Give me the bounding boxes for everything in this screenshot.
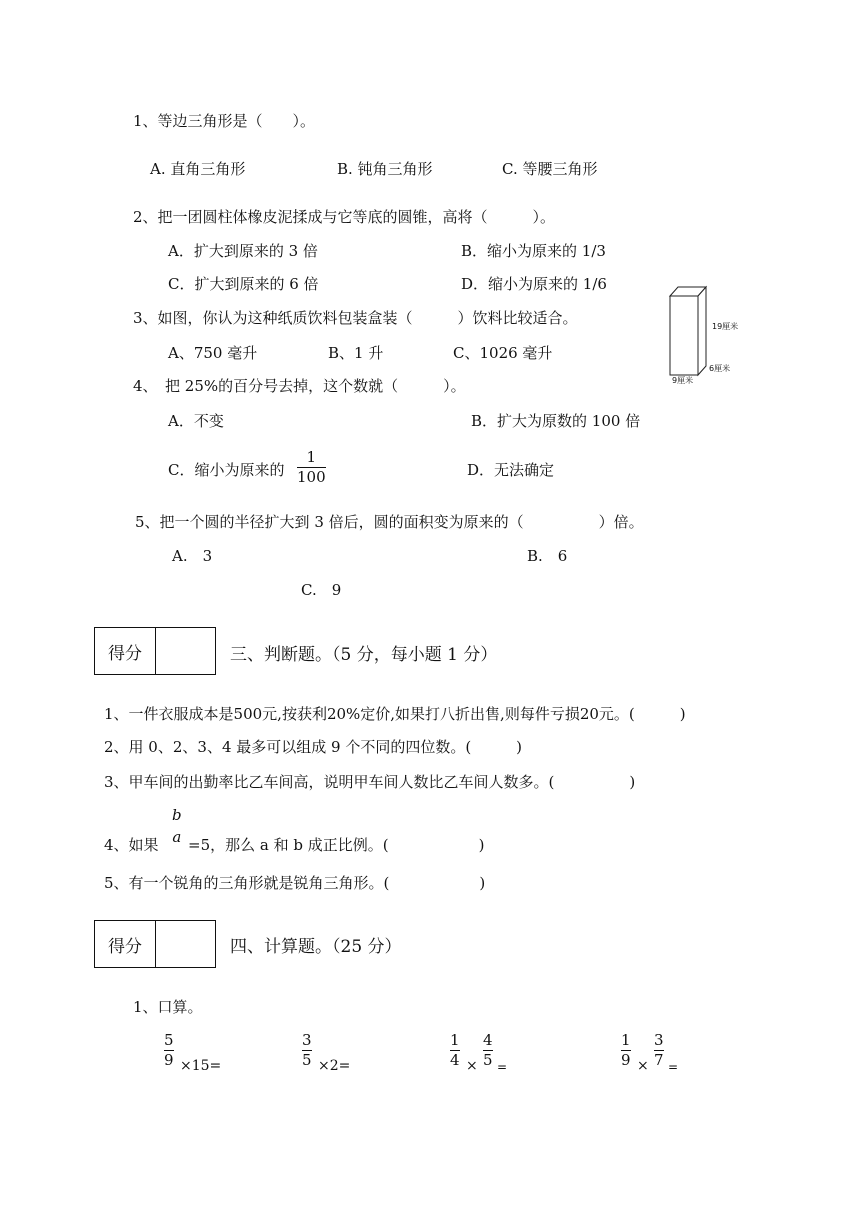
judge-item-4-suffix: =5，那么 a 和 b 成正比例。( ) <box>188 836 485 854</box>
q3-option-b: B、1 升 <box>328 344 384 362</box>
figure-height-label: 19厘米 <box>712 322 739 331</box>
calc3-fraction-2 <box>483 1033 493 1068</box>
q3-option-c: C、1026 毫升 <box>453 344 553 362</box>
q5-stem: 5、把一个圆的半径扩大到 3 倍后，圆的面积变为原来的（ ）倍。 <box>135 513 644 531</box>
section4-score-box <box>94 920 216 968</box>
calc-sub1-title: 1、口算。 <box>133 998 203 1016</box>
judge-item-3: 3、甲车间的出勤率比乙车间高，说明甲车间人数比乙车间人数多。( ) <box>104 773 636 791</box>
q1-option-b: B. 钝角三角形 <box>337 160 433 178</box>
calc4-tail: = <box>668 1060 679 1074</box>
q2-option-b: B．缩小为原来的 1/3 <box>461 242 606 260</box>
q2-option-d: D．缩小为原来的 1/6 <box>461 275 607 293</box>
fraction-denominator: 9 <box>621 1051 631 1069</box>
calc3-tail: = <box>497 1060 508 1074</box>
fraction-denominator: 5 <box>483 1051 493 1069</box>
fraction-numerator: 5 <box>164 1031 174 1049</box>
q1-option-c: C. 等腰三角形 <box>502 160 598 178</box>
calc2-tail: ×2= <box>318 1058 351 1074</box>
fraction-denominator: 9 <box>164 1051 174 1069</box>
calc3-fraction-1 <box>450 1033 460 1068</box>
fraction-denominator: 5 <box>302 1051 312 1069</box>
fraction-denominator: 100 <box>297 468 326 486</box>
judge-item-4-prefix: 4、如果 <box>104 836 159 854</box>
q4-option-c-prefix: C．缩小为原来的 <box>168 461 285 479</box>
q2-option-c: C．扩大到原来的 6 倍 <box>168 275 319 293</box>
score-cell[interactable] <box>156 921 215 967</box>
q1-option-a: A. 直角三角形 <box>150 160 246 178</box>
fraction-denominator: 4 <box>450 1051 460 1069</box>
fraction-numerator: 1 <box>450 1031 460 1049</box>
section3-score-box <box>94 627 216 675</box>
section4-title: 四、计算题。（25 分） <box>230 937 402 957</box>
q3-option-a: A、750 毫升 <box>168 344 258 362</box>
score-label: 得分 <box>95 921 156 967</box>
calc2-fraction <box>302 1033 312 1068</box>
q4-option-a: A．不变 <box>168 412 224 430</box>
fraction-numerator: 4 <box>483 1031 493 1049</box>
q4-stem: 4、 把 25%的百分号去掉，这个数就（ ）。 <box>133 377 466 395</box>
calc1-fraction <box>164 1033 174 1068</box>
fraction-numerator: 1 <box>621 1031 631 1049</box>
judge-item-2: 2、用 0、2、3、4 最多可以组成 9 个不同的四位数。( ) <box>104 738 523 756</box>
calc3-operator: × <box>466 1058 478 1074</box>
score-label: 得分 <box>95 628 156 674</box>
judge-item-4-fraction <box>172 808 182 845</box>
q1-stem: 1、等边三角形是（ ）。 <box>133 112 316 130</box>
figure-depth-label: 6厘米 <box>709 364 731 373</box>
q4-option-d: D．无法确定 <box>467 461 555 479</box>
fraction-numerator: 3 <box>302 1031 312 1049</box>
calc4-operator: × <box>637 1058 649 1074</box>
q2-option-a: A．扩大到原来的 3 倍 <box>168 242 318 260</box>
q4-option-b: B．扩大为原数的 100 倍 <box>471 412 641 430</box>
fraction-numerator: 1 <box>306 448 317 466</box>
q2-stem: 2、把一团圆柱体橡皮泥揉成与它等底的圆锥，高将（ ）。 <box>133 208 556 226</box>
judge-item-5: 5、有一个锐角的三角形就是锐角三角形。( ) <box>104 874 486 892</box>
calc4-fraction-2 <box>654 1033 664 1068</box>
q3-stem: 3、如图，你认为这种纸质饮料包装盒装（ ）饮料比较适合。 <box>133 309 578 327</box>
fraction-numerator: 3 <box>654 1031 664 1049</box>
section3-title: 三、判断题。（5 分，每小题 1 分） <box>230 645 498 665</box>
q5-option-b: B. 6 <box>527 547 568 565</box>
fraction-denominator: 7 <box>654 1051 664 1069</box>
score-cell[interactable] <box>156 628 215 674</box>
fraction-denominator: a <box>172 828 182 846</box>
q5-option-a: A. 3 <box>172 547 213 565</box>
judge-item-1: 1、一件衣服成本是500元,按获利20%定价,如果打八折出售,则每件亏损20元。( ) <box>104 705 686 723</box>
drink-carton-figure <box>666 282 746 382</box>
q5-option-c: C. 9 <box>301 581 342 599</box>
fraction-numerator: b <box>172 806 182 824</box>
figure-width-label: 9厘米 <box>672 376 694 385</box>
calc4-fraction-1 <box>621 1033 631 1068</box>
calc1-tail: ×15= <box>180 1058 222 1074</box>
q4-option-c-fraction <box>297 450 326 485</box>
